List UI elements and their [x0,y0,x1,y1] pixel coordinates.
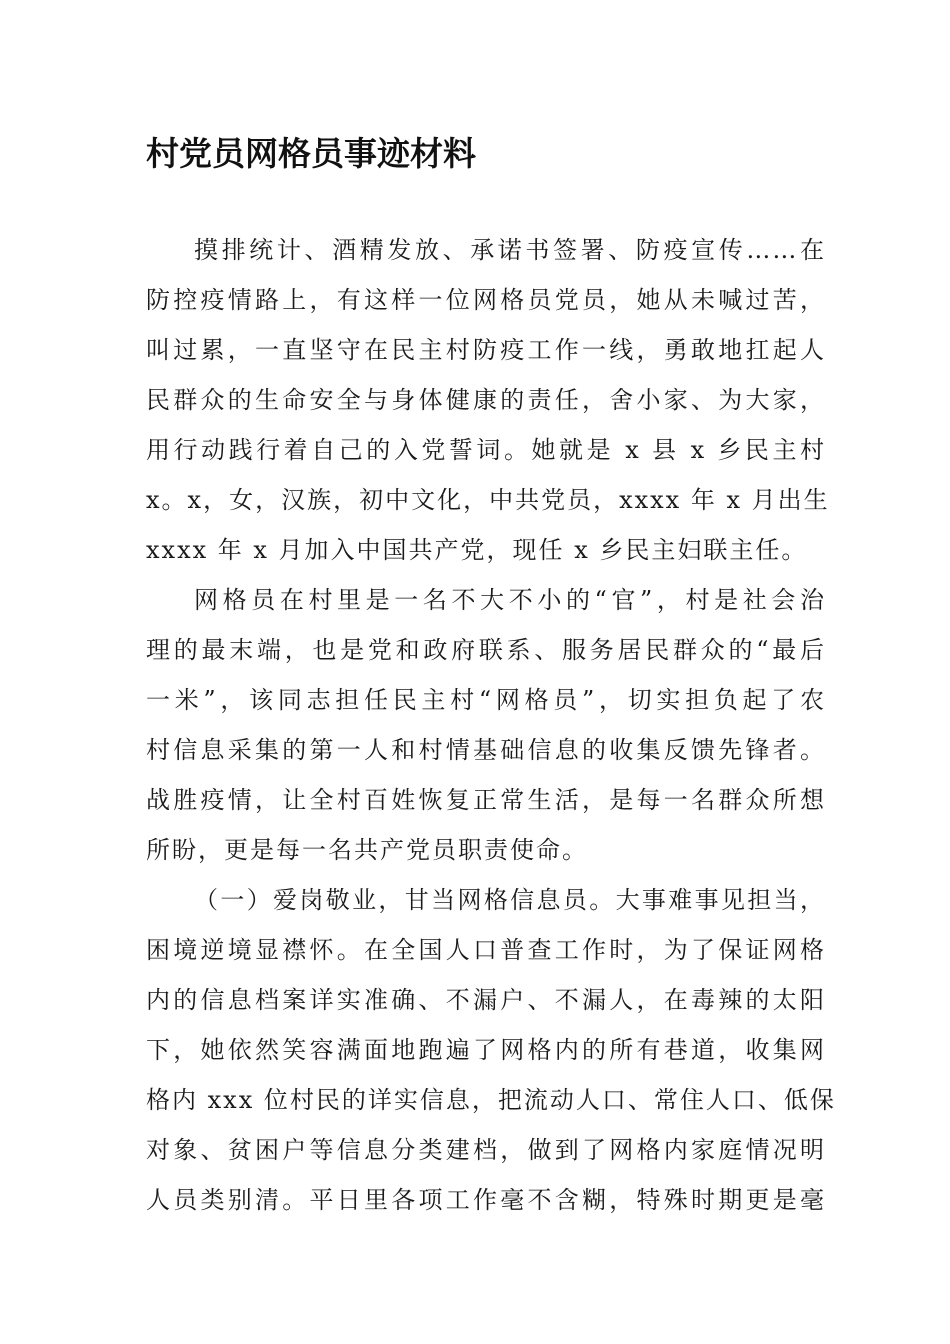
paragraph-line: 叫过累，一直坚守在民主村防疫工作一线，勇敢地扛起人 [146,336,826,364]
paragraph-line: xxxx 年 x 月加入中国共产党，现任 x 乡民主妇联主任。 [146,536,808,564]
paragraph-line: 人员类别清。平日里各项工作毫不含糊，特殊时期更是毫 [146,1186,826,1214]
paragraph-line: 网格员在村里是一名不大不小的“官”，村是社会治 [194,586,826,614]
paragraph-line: 防控疫情路上，有这样一位网格员党员，她从未喊过苦， [146,286,826,314]
paragraph-line: 村信息采集的第一人和村情基础信息的收集反馈先锋者。 [146,736,826,764]
paragraph-line: 对象、贫困户等信息分类建档，做到了网格内家庭情况明 [146,1136,826,1164]
paragraph-line: 内的信息档案详实准确、不漏户、不漏人，在毒辣的太阳 [146,986,826,1014]
paragraph-line: 所盼，更是每一名共产党员职责使命。 [146,836,588,864]
paragraph-line: 民群众的生命安全与身体健康的责任，舍小家、为大家， [146,386,826,414]
document-title: 村党员网格员事迹材料 [146,134,476,173]
paragraph-line: （一）爱岗敬业，甘当网格信息员。大事难事见担当， [194,886,826,914]
paragraph-line: 格内 xxx 位村民的详实信息，把流动人口、常住人口、低保 [146,1086,836,1114]
paragraph-line: 战胜疫情，让全村百姓恢复正常生活，是每一名群众所想 [146,786,826,814]
paragraph-line: 摸排统计、酒精发放、承诺书签署、防疫宣传……在 [194,236,826,264]
paragraph-line: 用行动践行着自己的入党誓词。她就是 x 县 x 乡民主村 [146,436,826,464]
paragraph-line: 下，她依然笑容满面地跑遍了网格内的所有巷道，收集网 [146,1036,826,1064]
paragraph-line: x。x，女，汉族，初中文化，中共党员，xxxx 年 x 月出生 [146,486,830,514]
paragraph-line: 困境逆境显襟怀。在全国人口普查工作时，为了保证网格 [146,936,826,964]
paragraph-line: 一米”，该同志担任民主村“网格员”，切实担负起了农 [146,686,826,714]
paragraph-line: 理的最末端，也是党和政府联系、服务居民群众的“最后 [146,636,826,664]
